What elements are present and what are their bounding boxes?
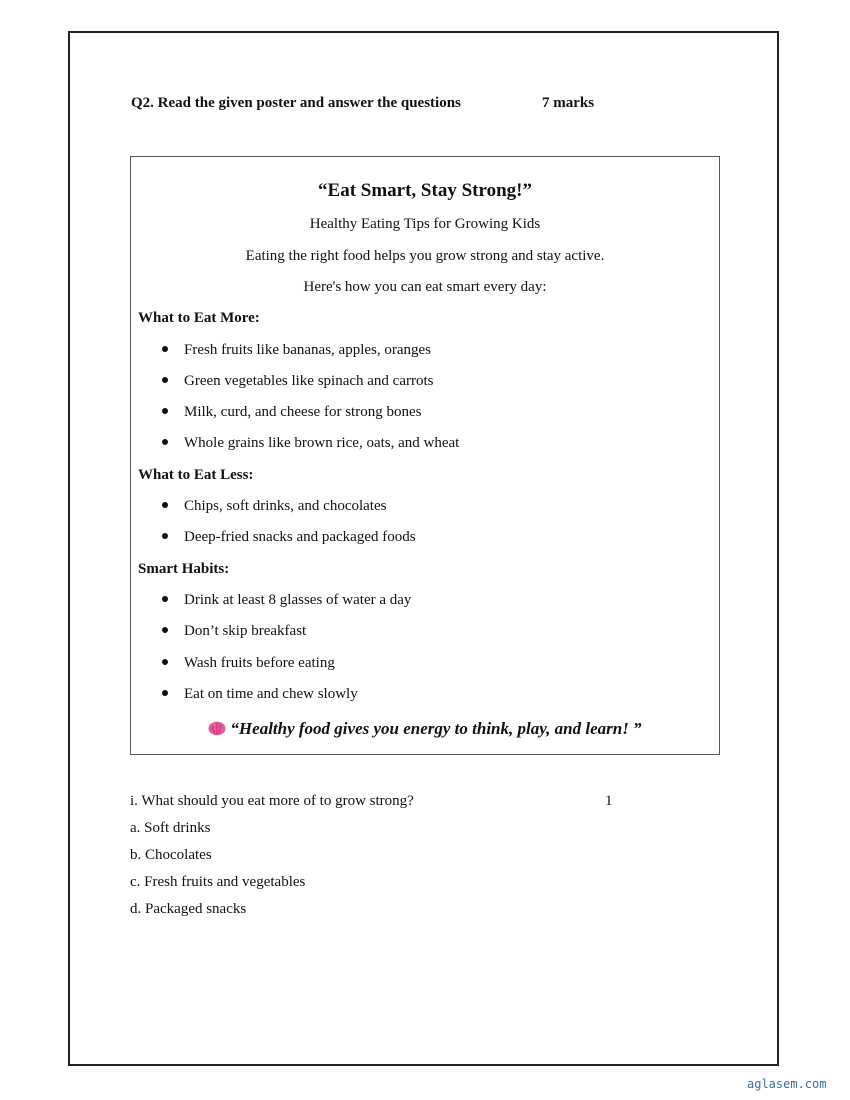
bullet-icon xyxy=(162,346,168,352)
bullet-icon xyxy=(162,627,168,633)
list-item: Fresh fruits like bananas, apples, oranges xyxy=(162,342,431,359)
sub-question-marks: 1 xyxy=(605,793,613,809)
list-item: Wash fruits before eating xyxy=(162,655,335,672)
bullet-icon xyxy=(162,377,168,383)
poster-intro-line-1: Eating the right food helps you grow strong and stay active. xyxy=(245,248,605,264)
list-item: Milk, curd, and cheese for strong bones xyxy=(162,404,421,421)
bullet-icon xyxy=(162,502,168,508)
list-item: Chips, soft drinks, and chocolates xyxy=(162,498,386,515)
section-heading-habits: Smart Habits: xyxy=(138,561,230,577)
poster-box xyxy=(130,156,720,755)
bullet-icon xyxy=(162,690,168,696)
brain-icon xyxy=(208,721,226,736)
poster-intro-line-2: Here's how you can eat smart every day: xyxy=(303,279,547,295)
list-item: Eat on time and chew slowly xyxy=(162,686,358,703)
poster-title: “Eat Smart, Stay Strong!” xyxy=(318,180,532,201)
list-item: Green vegetables like spinach and carrots xyxy=(162,373,433,390)
list-item: Whole grains like brown rice, oats, and wheat xyxy=(162,435,459,452)
bullet-icon xyxy=(162,659,168,665)
bullet-icon xyxy=(162,439,168,445)
bullet-icon xyxy=(162,533,168,539)
list-item: Deep-fried snacks and packaged foods xyxy=(162,529,416,546)
bullet-icon xyxy=(162,408,168,414)
poster-quote: “Healthy food gives you energy to think, play, and learn! ” xyxy=(131,719,719,739)
bullet-icon xyxy=(162,596,168,602)
section-heading-eat-more: What to Eat More: xyxy=(138,310,260,326)
sub-question-text: i. What should you eat more of to grow strong? xyxy=(130,793,414,809)
answer-option-a: a. Soft drinks xyxy=(130,820,211,836)
poster-subtitle: Healthy Eating Tips for Growing Kids xyxy=(309,216,541,232)
question-marks: 7 marks xyxy=(542,95,595,111)
answer-option-c: c. Fresh fruits and vegetables xyxy=(130,874,306,890)
list-item: Don’t skip breakfast xyxy=(162,623,306,640)
watermark: aglasem.com xyxy=(747,1077,827,1091)
answer-option-b: b. Chocolates xyxy=(130,847,212,863)
answer-option-d: d. Packaged snacks xyxy=(130,901,247,917)
list-item: Drink at least 8 glasses of water a day xyxy=(162,592,411,609)
question-header: Q2. Read the given poster and answer the questions xyxy=(131,95,461,111)
section-heading-eat-less: What to Eat Less: xyxy=(138,467,254,483)
